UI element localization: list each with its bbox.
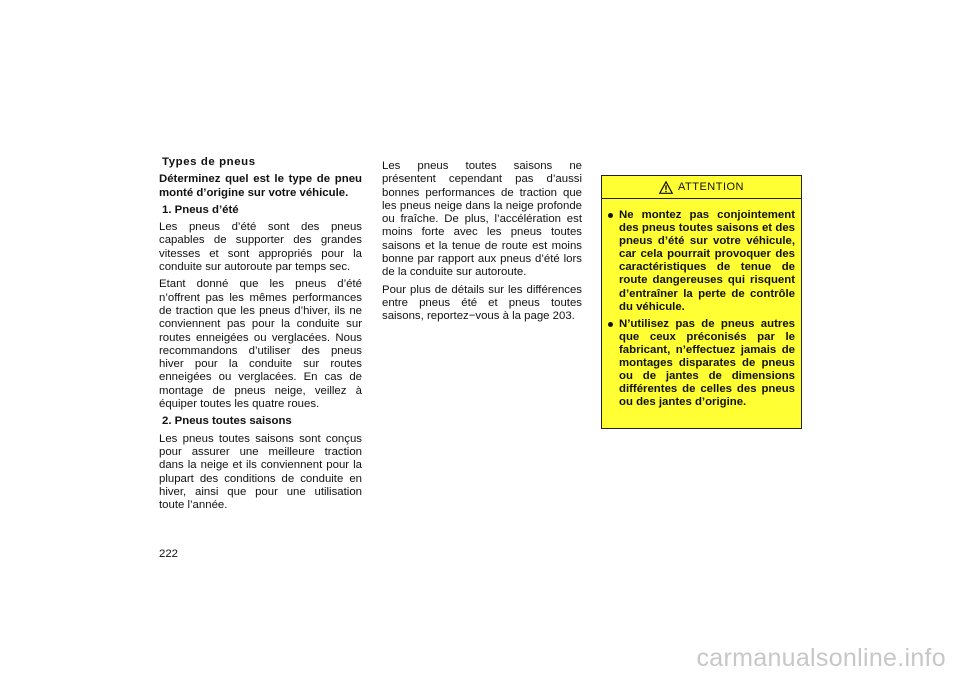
warning-triangle-icon [659, 181, 673, 194]
subhead-summer-tires: 1. Pneus d’été [162, 203, 239, 216]
paragraph-summer-1: Les pneus d’été sont des pneus capables de supporter des grandes vitesses et sont appropriés pour la conduite sur autoroute par temps sec. [159, 221, 362, 274]
watermark: carmanualsonline.info [696, 644, 946, 672]
caution-item: N’utilisez pas de pneus autres que ceux préconisés par le fabricant, n’effectuez jamais de montages disparates de pneus ou de jantes de dimensions différentes de celles des pneus ou des jantes d’origine. [608, 318, 795, 410]
paragraph-summer-2: Etant donné que les pneus d’été n’offrent pas les mêmes performances de traction que les pneus d’hiver, ils ne conviennent pas pour la conduite sur routes enneigées ou verglacées. Nous recommandons d’utiliser des pneus hiver pour la conduite sur routes enneigées ou verglacées. En cas de montage de pneus neige, veillez à équiper toutes les quatre roues. [159, 278, 362, 411]
left-text-column [159, 156, 362, 516]
paragraph-all-season: Les pneus toutes saisons sont conçus pour assurer une meilleure traction dans la neige et ils conviennent pour la plupart des conditions de conduite en hiver, ainsi que pour une utilisation toute l’année. [159, 432, 362, 512]
section-title: Types de pneus [162, 156, 256, 168]
caution-header [602, 176, 801, 199]
caution-title: ATTENTION [677, 181, 744, 193]
caution-item: Ne montez pas conjointement des pneus toutes saisons et des pneus d’été sur votre véhicule, car cela pourrait provoquer des caractéristiques de tenue de route dangereuses qui risquent d’entraîner la perte de contrôle du véhicule. [608, 209, 795, 314]
caution-list [602, 199, 801, 409]
intro-paragraph: Déterminez quel est le type de pneu monté d’origine sur votre véhicule. [159, 173, 362, 199]
middle-text-column [382, 160, 582, 328]
page-number: 222 [159, 548, 179, 560]
subhead-all-season-tires: 2. Pneus toutes saisons [162, 415, 292, 428]
paragraph-all-season-performance: Les pneus toutes saisons ne présentent cependant pas d’aussi bonnes performances de traction que les pneus neige dans la neige profonde ou fraîche. De plus, l’accélération est moins forte avec les pneus toutes saisons et la tenue de route est moins bonne par rapport aux pneus d’été lors de la conduite sur autoroute. [382, 160, 582, 279]
paragraph-page-reference: Pour plus de détails sur les différences entre pneus été et pneus toutes saisons, reportez−vous à la page 203. [382, 283, 582, 323]
caution-box [601, 175, 802, 429]
